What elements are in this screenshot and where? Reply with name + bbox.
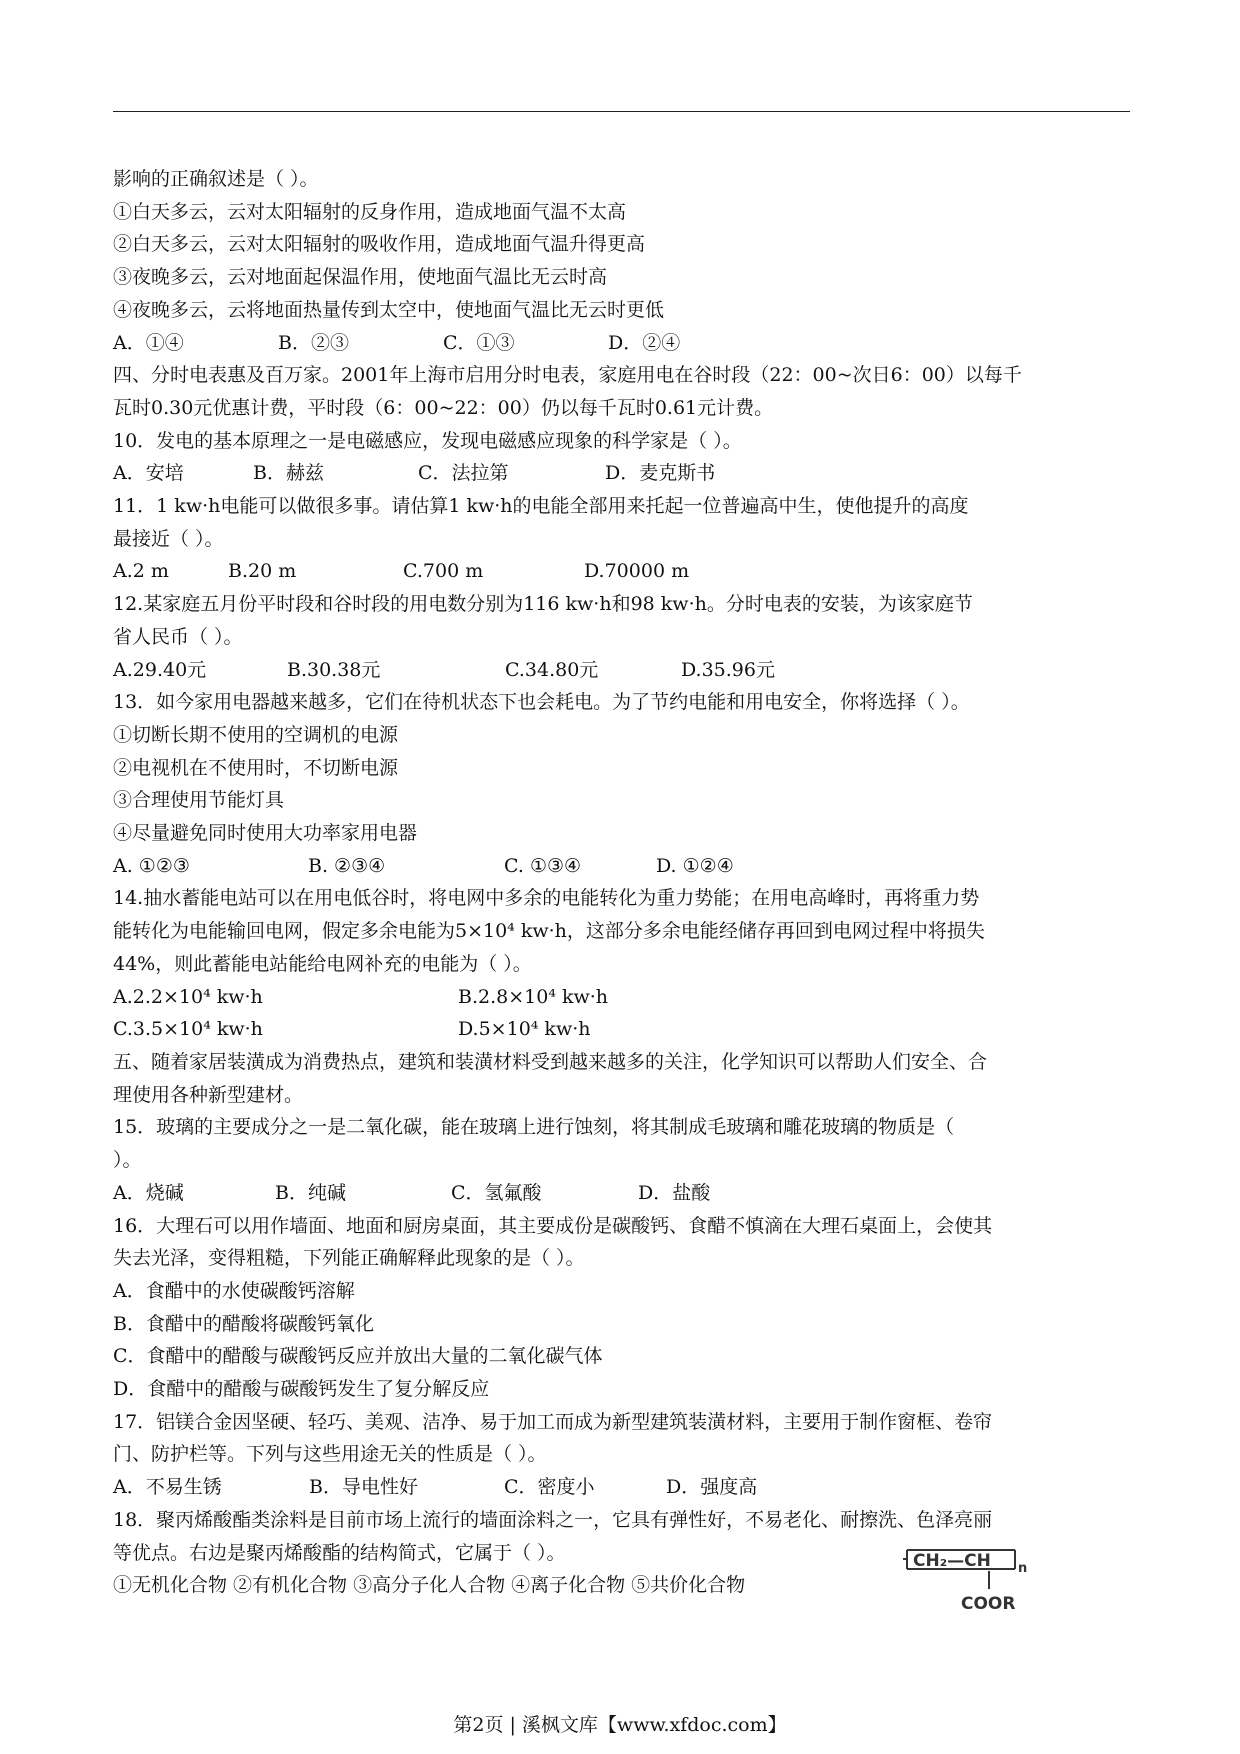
text-line: ）。 [113, 1149, 142, 1172]
option-2: ②电视机在不使用时，不切断电源 [113, 756, 399, 779]
choice-d: D.70000 m [584, 560, 690, 583]
choice-a: A．烧碱 [113, 1181, 184, 1204]
choice-d: D.35.96元 [681, 658, 775, 681]
choice-b: B．纯碱 [275, 1181, 346, 1204]
question-15: 15．玻璃的主要成分之一是二氧化碳，能在玻璃上进行蚀刻，将其制成毛玻璃和雕花玻璃的物质是（ [113, 1116, 955, 1139]
text-line: 能转化为电能输回电网，假定多余电能为5×10⁴ kw·h，这部分多余电能经储存再回到电网过程中将损失 [113, 920, 985, 943]
question-16: 16．大理石可以用作墙面、地面和厨房桌面，其主要成份是碳酸钙、食醋不慎滴在大理石桌面上，会使其 [113, 1214, 993, 1237]
question-18: 18．聚丙烯酸酯类涂料是目前市场上流行的墙面涂料之一，它具有弹性好，不易老化、耐擦洗、色泽亮丽 [113, 1508, 993, 1531]
choice-b: B.30.38元 [287, 658, 381, 681]
choice-d: D.5×10⁴ kw·h [458, 1018, 591, 1041]
choice-d: D．②④ [608, 331, 681, 354]
choice-a: A.2.2×10⁴ kw·h [113, 985, 263, 1008]
text-line: 失去光泽，变得粗糙，下列能正确解释此现象的是（ ）。 [113, 1247, 585, 1270]
option-4: ④夜晚多云，云将地面热量传到太空中，使地面气温比无云时更低 [113, 298, 665, 321]
choice-c: C．氢氟酸 [451, 1181, 542, 1204]
choice-c: C．密度小 [504, 1476, 595, 1499]
text-line: 理使用各种新型建材。 [113, 1083, 304, 1106]
page-body [113, 163, 1130, 1614]
answer-choices [113, 981, 1130, 1014]
choice-a: A．安培 [113, 462, 184, 485]
option-1: ①白天多云，云对太阳辐射的反身作用，造成地面气温不太高 [113, 200, 627, 223]
choice-b: B．导电性好 [309, 1476, 418, 1499]
choice-b: B．赫兹 [253, 462, 324, 485]
section-heading: 五、随着家居装潢成为消费热点，建筑和装潢材料受到越来越多的关注，化学知识可以帮助人们安全、合 [113, 1050, 988, 1073]
choice-c: C. ①③④ [504, 854, 582, 877]
choice-b: B.2.8×10⁴ kw·h [458, 985, 609, 1008]
choice-c: C．法拉第 [418, 462, 509, 485]
formula-branch: COOR [961, 1593, 1016, 1614]
choice-c: C．①③ [443, 331, 515, 354]
choice-b: B.20 m [228, 560, 297, 583]
choice-b: B．食醋中的醋酸将碳酸钙氧化 [113, 1312, 374, 1335]
question-14: 14.抽水蓄能电站可以在用电低谷时，将电网中多余的电能转化为重力势能；在用电高峰时，再将重力势 [113, 887, 980, 910]
question-18-block [113, 1504, 1130, 1614]
option-2: ②白天多云，云对太阳辐射的吸收作用，造成地面气温升得更高 [113, 233, 646, 256]
choice-a: A．不易生锈 [113, 1476, 222, 1499]
section-heading: 四、分时电表惠及百万家。2001年上海市启用分时电表，家庭用电在谷时段（22：00~次日6：00）以每千 [113, 364, 1022, 387]
option-3: ③夜晚多云，云对地面起保温作用，使地面气温比无云时高 [113, 266, 608, 289]
choice-c: C.3.5×10⁴ kw·h [113, 1018, 263, 1041]
choice-a: A．食醋中的水使碳酸钙溶解 [113, 1279, 355, 1302]
option-1: ①切断长期不使用的空调机的电源 [113, 723, 399, 746]
choice-d: D．盐酸 [638, 1181, 711, 1204]
answer-choices [113, 654, 1130, 687]
answer-choices [113, 457, 1130, 490]
text-line: 影响的正确叙述是（ ）。 [113, 168, 319, 190]
option-4: ④尽量避免同时使用大功率家用电器 [113, 822, 418, 845]
text-line: 等优点。右边是聚丙烯酸酯的结构简式，它属于（ ）。 [113, 1541, 566, 1564]
choice-d: D．麦克斯书 [605, 462, 716, 485]
choice-c: C．食醋中的醋酸与碳酸钙反应并放出大量的二氧化碳气体 [113, 1345, 603, 1368]
choice-c: C.700 m [403, 560, 484, 583]
question-13: 13．如今家用电器越来越多，它们在待机状态下也会耗电。为了节约电能和用电安全，你将选择（ ）。 [113, 691, 970, 714]
answer-choices [113, 850, 1130, 883]
choice-c: C.34.80元 [505, 658, 599, 681]
formula-subscript: n [1018, 1560, 1028, 1576]
question-12: 12.某家庭五月份平时段和谷时段的用电数分别为116 kw·h和98 kw·h。分时电表的安装，为该家庭节 [113, 593, 973, 616]
text-line: 最接近（ ）。 [113, 527, 224, 550]
formula-chain: CH₂—CH [913, 1550, 991, 1571]
choice-d: D．强度高 [666, 1476, 758, 1499]
answer-choices [113, 327, 1130, 360]
choice-d: D．食醋中的醋酸与碳酸钙发生了复分解反应 [113, 1378, 490, 1401]
page-footer: 第2页 | 溪枫文库【www.xfdoc.com】 [453, 1714, 787, 1736]
choice-a: A.29.40元 [113, 658, 207, 681]
answer-choices [113, 1177, 1130, 1210]
choice-b: B．②③ [278, 331, 349, 354]
answer-choices [113, 555, 1130, 588]
question-17: 17．铝镁合金因坚硬、轻巧、美观、洁净、易于加工而成为新型建筑装潢材料，主要用于制作窗框、卷帘 [113, 1410, 993, 1433]
option-3: ③合理使用节能灯具 [113, 789, 285, 812]
header-rule [113, 111, 1130, 112]
text-line: 省人民币（ ）。 [113, 625, 243, 648]
text-line: 44%，则此蓄能电站能给电网补充的电能为（ ）。 [113, 952, 532, 975]
question-10: 10．发电的基本原理之一是电磁感应，发现电磁感应现象的科学家是（ ）。 [113, 429, 742, 452]
text-line: 门、防护栏等。下列与这些用途无关的性质是（ ）。 [113, 1443, 547, 1466]
text-line: 瓦时0.30元优惠计费，平时段（6：00~22：00）仍以每千瓦时0.61元计费。 [113, 396, 774, 419]
answer-choices [113, 1013, 1130, 1046]
choice-d: D. ①②④ [656, 854, 734, 877]
choice-b: B. ②③④ [308, 854, 386, 877]
answer-choices [113, 1471, 1130, 1504]
choice-a: A. ①②③ [113, 854, 190, 877]
question-11: 11．1 kw·h电能可以做很多事。请估算1 kw·h的电能全部用来托起一位普遍高中生，使他提升的高度 [113, 495, 969, 518]
choice-a: A.2 m [113, 560, 169, 583]
choice-a: A．①④ [113, 331, 184, 354]
options-line: ①无机化合物 ②有机化合物 ③高分子化人合物 ④离子化合物 ⑤共价化合物 [113, 1574, 746, 1597]
structural-formula [903, 1541, 1043, 1615]
